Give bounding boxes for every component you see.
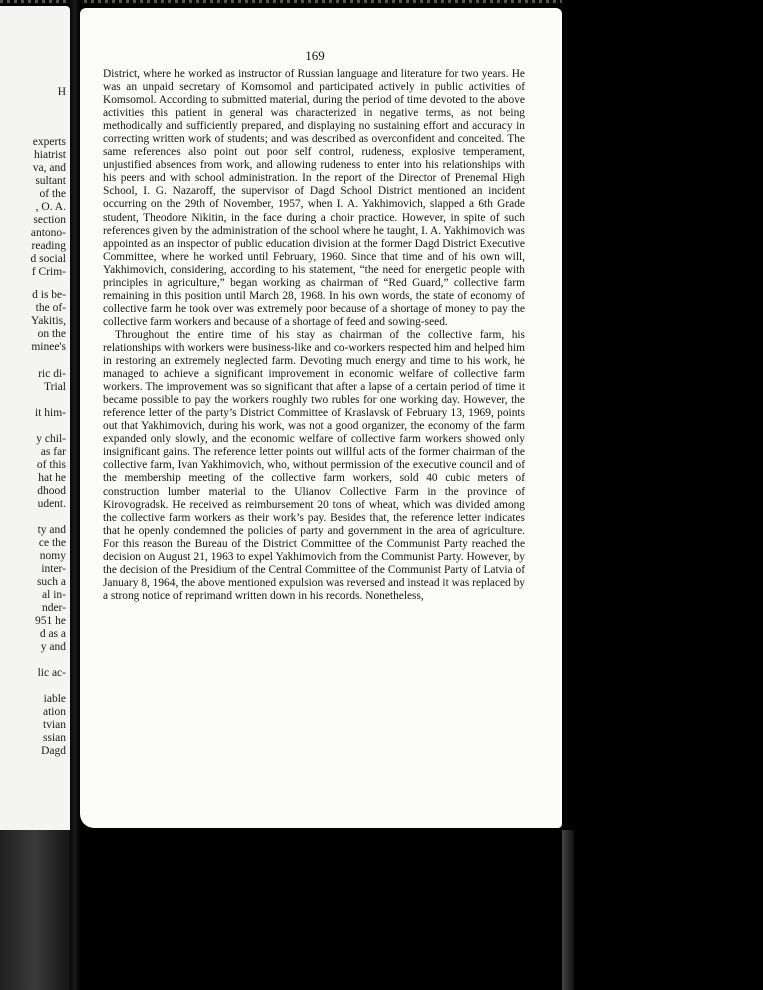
left-fragment-line: ce the [38,537,66,549]
left-fragment-line: H [57,86,66,98]
page-body [103,68,525,603]
left-fragment-line: al in- [42,589,66,601]
left-fragment-line: inter- [41,563,66,575]
left-fragment-line: it him- [35,407,66,419]
left-fragment-line: Dagd [41,745,66,757]
left-fragment-line: of the [39,188,66,200]
left-fragment-line: iable [43,693,66,705]
book-spine [70,0,80,990]
left-fragment-line: hat he [38,472,66,484]
left-fragment-line: on the [37,328,66,340]
left-fragment-line: ssian [43,732,66,744]
left-fragment-line: nomy [39,550,66,562]
left-fragment-line: udent. [37,498,66,510]
left-fragment-line: section [33,214,66,226]
scan-background-right [562,0,763,990]
left-fragment-line: as far [40,446,66,458]
left-fragment-line: d as a [39,628,66,640]
left-fragment-line: experts [32,136,66,148]
left-fragment-line: 951 he [35,615,66,627]
left-page-shadow [0,830,70,990]
left-fragment-line: d is be- [32,289,66,301]
left-fragment-line: the of- [35,302,66,314]
left-fragment-line: reading [31,240,66,252]
left-page-fragment [0,6,70,832]
left-fragment-line: f Crim- [31,266,66,278]
left-fragment-line: of this [36,459,66,471]
left-fragment-line: y and [40,641,66,653]
left-fragment-line: va, and [32,162,66,174]
left-fragment-line: hiatrist [34,149,66,161]
paragraph: District, where he worked as instructor of Russian language and literature for two years. He was an unpaid secretary of Komsomol and participated actively in public activities of Komsomol. According to submitted material, during the period of time devoted to the above activities this patient in general was characterized in negative terms, as not being methodically and sufficiently prepared, and displaying no sustaining effort and accuracy in correcting written work of students; and was described as overconfident and conceited. The same references also point out poor self control, rudeness, explosive temperament, unjustified absences from work, and allowing rudeness to enter into his relationships with his peers and with school administration. In the report of the Director of Prenemal High School, I. G. Nazaroff, the supervisor of Dagd School District mentioned an incident occurring on the 29th of November, 1957, when I. A. Yakhimovich, slapped a 6th Grade student, Theodore Nikitin, in the face during a choir practice. However, in spite of such references given by the administration of the school where he taught, I. A. Yakhimovich was appointed as an inspector of public education division at the former Dagd District Executive Committee, where he worked until February, 1960. Since that time and of his own will, Yakhimovich, considering, according to his statement, “the need for energetic people with principles in agriculture,” began working as chairman of “Red Guard,” collective farm remaining in this position until March 28, 1968. In his own words, the state of economy of collective farm he took over was extremely poor because of a shortage of money to pay the collective farm workers and because of a shortage of feed and sowing-seed. [103,68,525,328]
left-fragment-line: ty and [37,524,66,536]
left-fragment-line: tvian [43,719,66,731]
left-fragment-line: such a [36,576,66,588]
left-fragment-line: dhood [37,485,66,497]
left-fragment-line: minee's [31,341,66,353]
left-fragment-line: antono- [30,227,66,239]
left-fragment-line: d social [30,253,66,265]
left-fragment-line: Yakitis, [31,315,66,327]
scan-streak [562,830,574,990]
left-fragment-line: lic ac- [37,667,66,679]
left-fragment-line: ation [43,706,66,718]
left-fragment-line: ric di- [38,368,66,380]
left-fragment-line: sultant [35,175,66,187]
left-fragment-line: nder- [41,602,66,614]
paragraph: Throughout the entire time of his stay as chairman of the collective farm, his relationships with workers were business-like and co-workers respected him and helped him in restoring an extremely neglected farm. Devoting much energy and time to his work, he managed to achieve a significant improvement in economic welfare of collective farm workers. The improvement was so significant that after a lapse of a certain period of time it became possible to pay the workers roughly two rubles for one working day. However, the reference letter of the party’s District Committee of Kraslavsk of February 13, 1969, points out that Yakhimovich, during his work, was not a good organizer, the economy of the farm expanded only slowly, and the economic welfare of collective farm workers showed only insignificant gains. The reference letter points out willful acts of the former chairman of the collective farm, Ivan Yakhimovich, who, without permission of the executive council and of the membership meeting of the collective farm workers, sold 40 cubic meters of construction lumber material to the Ulianov Collective Farm in the province of Kirovogradsk. He received as reimbursement 20 tons of wheat, which was divided among the collective farm workers as their work’s pay. Besides that, the reference letter indicates that he openly condemned the policies of party and government in the area of agriculture. For this reason the Bureau of the District Committee of the Communist Party reached the decision on August 21, 1963 to expel Yakhimovich from the Communist Party. However, by the decision of the Presidium of the Central Committee of the Communist Party of Latvia of January 8, 1964, the above mentioned expulsion was reversed and instead it was replaced by a strong notice of reprimand written down in his records. Nonetheless, [103,328,525,602]
page-number: 169 [305,48,325,63]
left-fragment-line: y chil- [36,433,66,445]
main-page [80,8,562,828]
left-fragment-line: , O. A. [35,201,66,213]
left-fragment-line: Trial [44,381,66,393]
